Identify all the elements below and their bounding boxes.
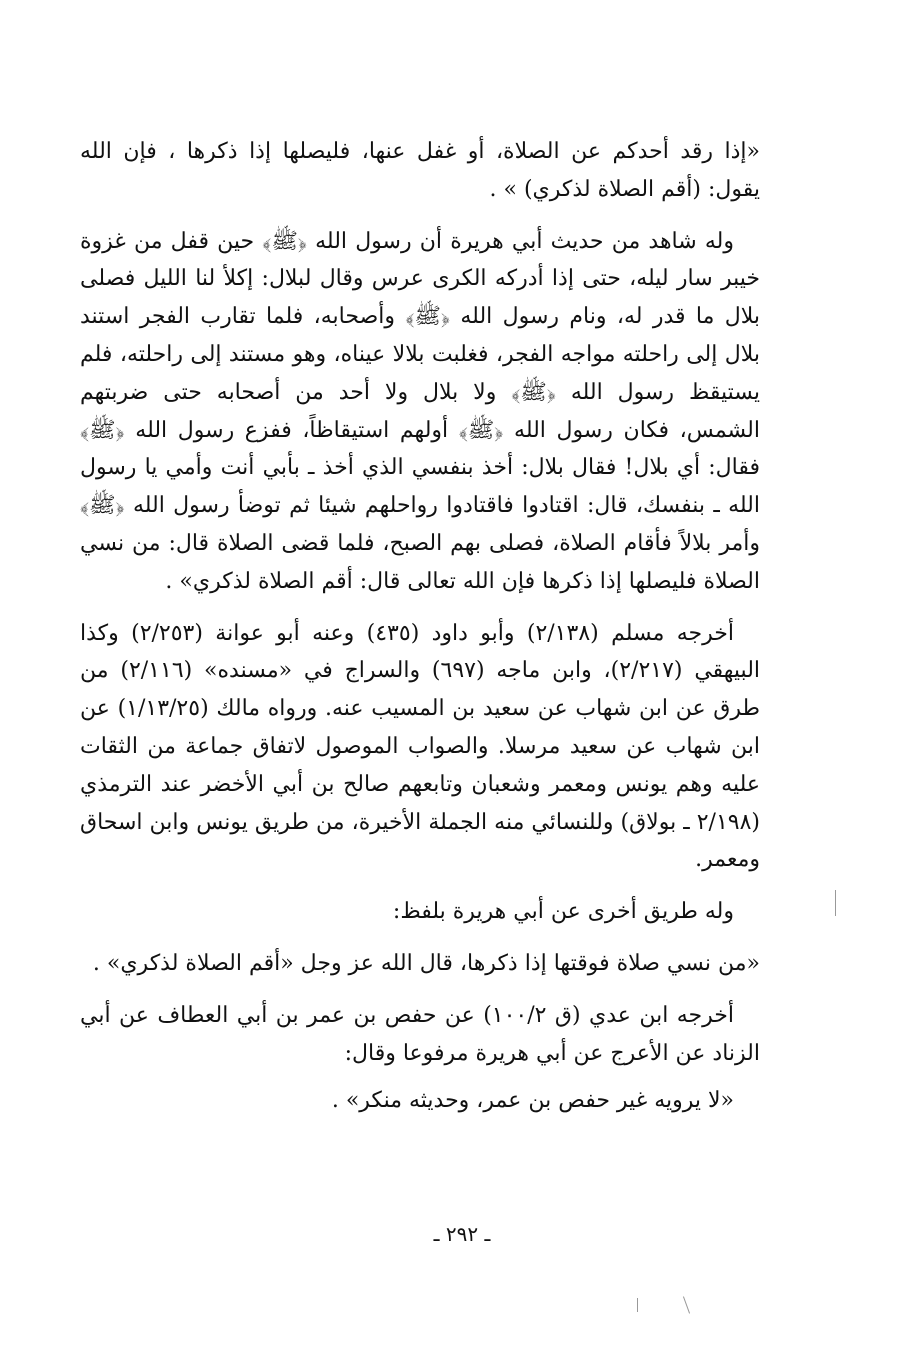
supporting-narration-paragraph: وله شاهد من حديث أبي هريرة أن رسول الله ﴿ﷺ﴾ حين قفل من غزوة خيبر سار ليله، حتى إذا أدركه الكرى عرس وقال لبلال: إكلأ لنا الليل فصلى بلال ما قدر له، ونام رسول الله ﴿ﷺ﴾ وأصحابه، فلما تقارب الفجر استند بلال إلى راحلته مواجه الفجر، فغلبت بلالا عيناه، وهو مستند إلى راحلته، فلم يستيقظ رسول الله ﴿ﷺ﴾ ولا بلال ولا أحد من أصحابه حتى ضربتهم الشمس، فكان رسول الله ﴿ﷺ﴾ أولهم استيقاظاً، ففزع رسول الله ﴿ﷺ﴾ فقال: أي بلال! فقال بلال: أخذ بنفسي الذي أخذ ـ بأبي أنت وأمي يا رسول الله ـ بنفسك، قال: اقتادوا فاقتادوا رواحلهم شيئا ثم توضأ رسول الله ﴿ﷺ﴾ وأمر بلالاً فأقام الصلاة، فصلى بهم الصبح، فلما قضى الصلاة قال: من نسي الصلاة فليصلها إذا ذكرها فإن الله تعالى قال: أقم الصلاة لذكري» .	[80, 228, 760, 594]
scan-artifact	[683, 1296, 690, 1313]
page-body	[80, 133, 760, 1120]
scan-artifact	[637, 1298, 638, 1312]
ibn-adi-comment-paragraph: «لا يرويه غير حفص بن عمر، وحديثه منكر» .	[331, 1088, 734, 1114]
hadith-quote-paragraph: «إذا رقد أحدكم عن الصلاة، أو غفل عنها، فليصلها إذا ذكرها ، فإن الله يقول: (أقم الصلاة لذكري) » .	[80, 139, 760, 202]
scan-artifact	[835, 890, 836, 916]
other-route-text-paragraph: «من نسي صلاة فوقتها إذا ذكرها، قال الله عز وجل «أقم الصلاة لذكري» .	[92, 950, 760, 976]
page-number: ـ ٢٩٢ ـ	[433, 1222, 491, 1246]
ibn-adi-paragraph: أخرجه ابن عدي (ق ١٠٠/٢) عن حفص بن عمر بن أبي العطاف عن أبي الزناد عن الأعرج عن أبي هريرة مرفوعا وقال:	[80, 1002, 760, 1066]
takhrij-paragraph: أخرجه مسلم (٢/١٣٨) وأبو داود (٤٣٥) وعنه أبو عوانة (٢/٢٥٣) وكذا البيهقي (٢/٢١٧)، وابن ماجه (٦٩٧) والسراج في «مسنده» (٢/١١٦) من طرق عن ابن شهاب عن سعيد بن المسيب عنه. ورواه مالك (١/١٣/٢٥) عن ابن شهاب عن سعيد مرسلا. والصواب الموصول لاتفاق جماعة من الثقات عليه وهم يونس ومعمر وشعبان وتابعهم صالح بن أبي الأخضر عند الترمذي (٢/١٩٨ ـ بولاق) وللنسائي منه الجملة الأخيرة، من طريق يونس وابن اسحاق ومعمر.	[80, 620, 761, 873]
other-route-intro-paragraph: وله طريق أخرى عن أبي هريرة بلفظ:	[392, 899, 734, 925]
